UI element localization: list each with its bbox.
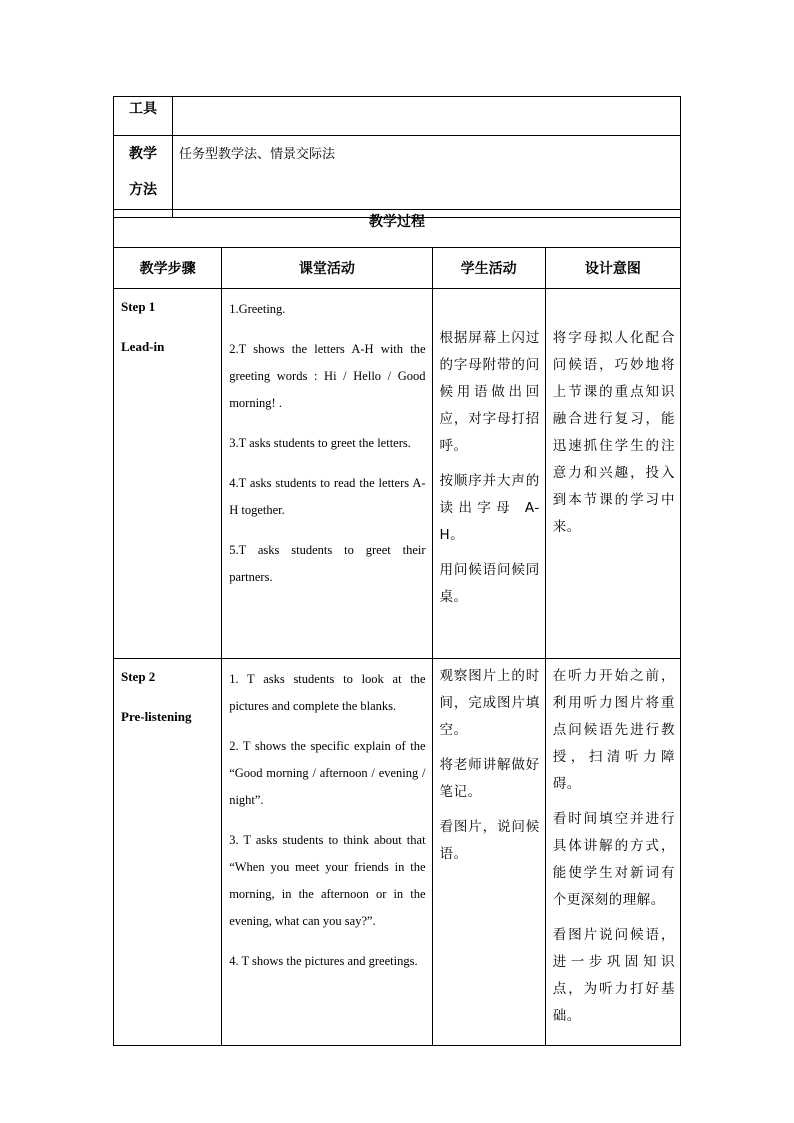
step-cell — [114, 659, 222, 1046]
info-table — [113, 96, 681, 218]
process-table — [113, 209, 681, 1046]
design-item: 看时间填空并进行具体讲解的方式，能使学生对新词有个更深刻的理解。 — [552, 811, 675, 908]
student-item: 将老师讲解做好笔记。 — [439, 757, 540, 800]
header-design: 设计意图 — [545, 248, 680, 289]
method-value: 任务型教学法、情景交际法 — [173, 136, 681, 218]
design-item: 将字母拟人化配合问候语，巧妙地将上节课的重点知识融合进行复习，能迅速抓住学生的注意力和兴趣，投入到本节课的学习中来。 — [552, 330, 675, 535]
header-step: 教学步骤 — [114, 248, 222, 289]
method-label: 教学 方法 — [114, 136, 173, 218]
header-row — [114, 248, 681, 289]
header-student: 学生活动 — [432, 248, 545, 289]
tools-value — [173, 97, 681, 136]
step-stage: Pre-listening — [121, 709, 192, 724]
step-number: Step 1 — [121, 299, 156, 314]
student-item: 看图片，说问候语。 — [439, 819, 540, 862]
activity-item: 5.T asks students to greet their partners. — [229, 543, 426, 584]
student-item: 用问候语问候同桌。 — [439, 562, 540, 605]
activity-item: 3.T asks students to greet the letters. — [229, 436, 411, 450]
student-cell — [432, 289, 545, 659]
table-row — [114, 289, 681, 659]
activity-item: 2. T shows the specific explain of the “Good morning / afternoon / evening / night”. — [229, 739, 426, 807]
step-stage: Lead-in — [121, 339, 165, 354]
process-title-row — [114, 210, 681, 248]
design-cell — [545, 659, 680, 1046]
step-number: Step 2 — [121, 669, 156, 684]
student-cell — [432, 659, 545, 1046]
activity-cell — [222, 659, 432, 1046]
activity-item: 4. T shows the pictures and greetings. — [229, 954, 418, 968]
process-title: 教学过程 — [114, 210, 681, 248]
activity-item: 1. T asks students to look at the pictures and complete the blanks. — [229, 672, 426, 713]
student-item: 按顺序并大声的读出字母 A-H。 — [439, 473, 540, 543]
student-item: 根据屏幕上闪过的字母附带的问候用语做出回应，对字母打招呼。 — [439, 330, 540, 454]
tools-label: 工具 — [114, 97, 173, 136]
tools-row — [114, 97, 681, 136]
student-item: 观察图片上的时间，完成图片填空。 — [439, 668, 540, 738]
activity-item: 2.T shows the letters A-H with the greeting words : Hi / Hello / Good morning! . — [229, 342, 426, 410]
design-item: 在听力开始之前，利用听力图片将重点问候语先进行教授，扫清听力障碍。 — [552, 668, 675, 792]
activity-item: 1.Greeting. — [229, 302, 286, 316]
step-cell — [114, 289, 222, 659]
design-item: 看图片说问候语，进一步巩固知识点，为听力打好基础。 — [552, 927, 675, 1024]
table-row — [114, 659, 681, 1046]
header-activity: 课堂活动 — [222, 248, 432, 289]
method-row — [114, 136, 681, 218]
design-cell — [545, 289, 680, 659]
activity-item: 4.T asks students to read the letters A-H together. — [229, 476, 426, 517]
activity-cell — [222, 289, 432, 659]
activity-item: 3. T asks students to think about that “When you meet your friends in the morning, in the afternoon or in the evening, what can you say?”. — [229, 833, 426, 928]
